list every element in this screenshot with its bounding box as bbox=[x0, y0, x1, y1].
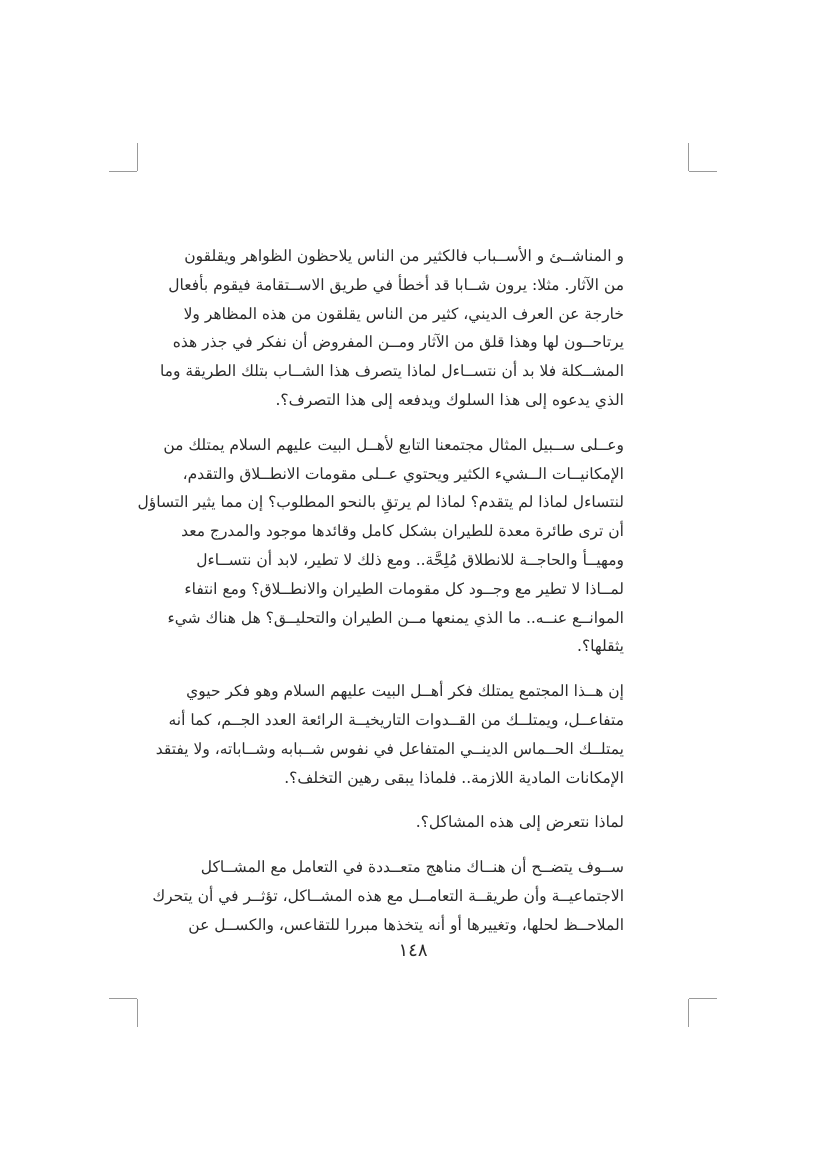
text-line: لنتساءل لماذا لم يتقدم؟ لماذا لم يرتقِ بالنحو المطلوب؟ إن مما يثير التساؤل bbox=[137, 493, 624, 512]
text-line: يثقلها؟. bbox=[577, 637, 624, 656]
crop-mark-top-right-horizontal bbox=[689, 171, 717, 172]
text-line: وعــلى ســبيل المثال مجتمعنا التابع لأهــل البيت عليهم السلام يمتلك من bbox=[163, 435, 624, 454]
crop-mark-top-right-vertical bbox=[688, 143, 689, 171]
crop-mark-top-left-horizontal bbox=[109, 171, 137, 172]
crop-mark-top-left-vertical bbox=[137, 143, 138, 171]
paragraph-3 bbox=[155, 677, 624, 792]
paragraph-2 bbox=[137, 431, 624, 661]
text-line: ســوف يتضــح أن هنــاك مناهج متعــددة في التعامل مع المشــاكل bbox=[200, 858, 624, 877]
text-line: من الآثار. مثلا: يرون شــابا قد أخطأ في طريق الاســتقامة فيقوم بأفعال bbox=[168, 275, 624, 294]
text-line: إن هــذا المجتمع يمتلك فكر أهــل البيت عليهم السلام وهو فكر حيوي bbox=[186, 682, 624, 701]
text-line: الاجتماعيــة وأن طريقــة التعامــل مع هذه المشــاكل، تؤثــر في أن يتحرك bbox=[152, 886, 624, 905]
text-line: لمــاذا لا تطير مع وجــود كل مقومات الطيران والانطــلاق؟ ومع انتفاء bbox=[184, 579, 624, 598]
text-line: الموانــع عنــه.. ما الذي يمنعها مــن الطيران والتحليــق؟ هل هناك شيء bbox=[167, 608, 624, 627]
text-line: ومهيــأ والحاجــة للانطلاق مُلِحَّة.. ومع ذلك لا تطير، لابد أن نتســاءل bbox=[196, 550, 624, 569]
text-line: الذي يدعوه إلى هذا السلوك ويدفعه إلى هذا التصرف؟. bbox=[275, 390, 624, 409]
text-line: الملاحــظ لحلها، وتغييرها أو أنه يتخذها مبررا للتقاعس، والكســل عن bbox=[188, 915, 624, 934]
crop-mark-bottom-left-vertical bbox=[137, 999, 138, 1027]
crop-mark-bottom-left-horizontal bbox=[109, 998, 137, 999]
page-body bbox=[137, 242, 624, 956]
text-line: خارجة عن العرف الديني، كثير من الناس يقلقون من هذه المظاهر ولا bbox=[183, 304, 624, 323]
text-line: المشــكلة فلا بد أن نتســاءل لماذا يتصرف هذا الشــاب بتلك الطريقة وما bbox=[159, 362, 624, 381]
text-line: يمتلــك الحــماس الدينــي المتفاعل في نفوس شــبابه وشــاباته، ولا يفتقد bbox=[155, 739, 624, 758]
text-line: يرتاحــون لها وهذا قلق من الآثار ومــن المفروض أن نفكر في جذر هذه bbox=[172, 333, 624, 352]
text-line: و المناشــئ و الأســباب فالكثير من الناس يلاحظون الظواهر ويقلقون bbox=[184, 247, 624, 265]
text-line: الإمكانيــات الــشيء الكثير ويحتوي عــلى مقومات الانطــلاق والتقدم، bbox=[182, 464, 624, 483]
text-line: أن ترى طائرة معدة للطيران بشكل كامل وقائدها موجود والمدرج معد bbox=[181, 522, 624, 541]
text-line: الإمكانات المادية اللازمة.. فلماذا يبقى رهين التخلف؟. bbox=[284, 768, 624, 787]
page-number: ١٤٨ bbox=[398, 940, 428, 961]
text-line: لماذا نتعرض إلى هذه المشاكل؟. bbox=[415, 813, 624, 832]
crop-mark-bottom-right-vertical bbox=[688, 999, 689, 1027]
paragraph-4 bbox=[198, 808, 624, 837]
paragraph-1 bbox=[159, 242, 624, 415]
crop-mark-bottom-right-horizontal bbox=[689, 998, 717, 999]
paragraph-5 bbox=[152, 853, 624, 939]
text-line: متفاعــل، ويمتلــك من القــدوات التاريخيــة الرائعة العدد الجــم، كما أنه bbox=[168, 710, 624, 729]
